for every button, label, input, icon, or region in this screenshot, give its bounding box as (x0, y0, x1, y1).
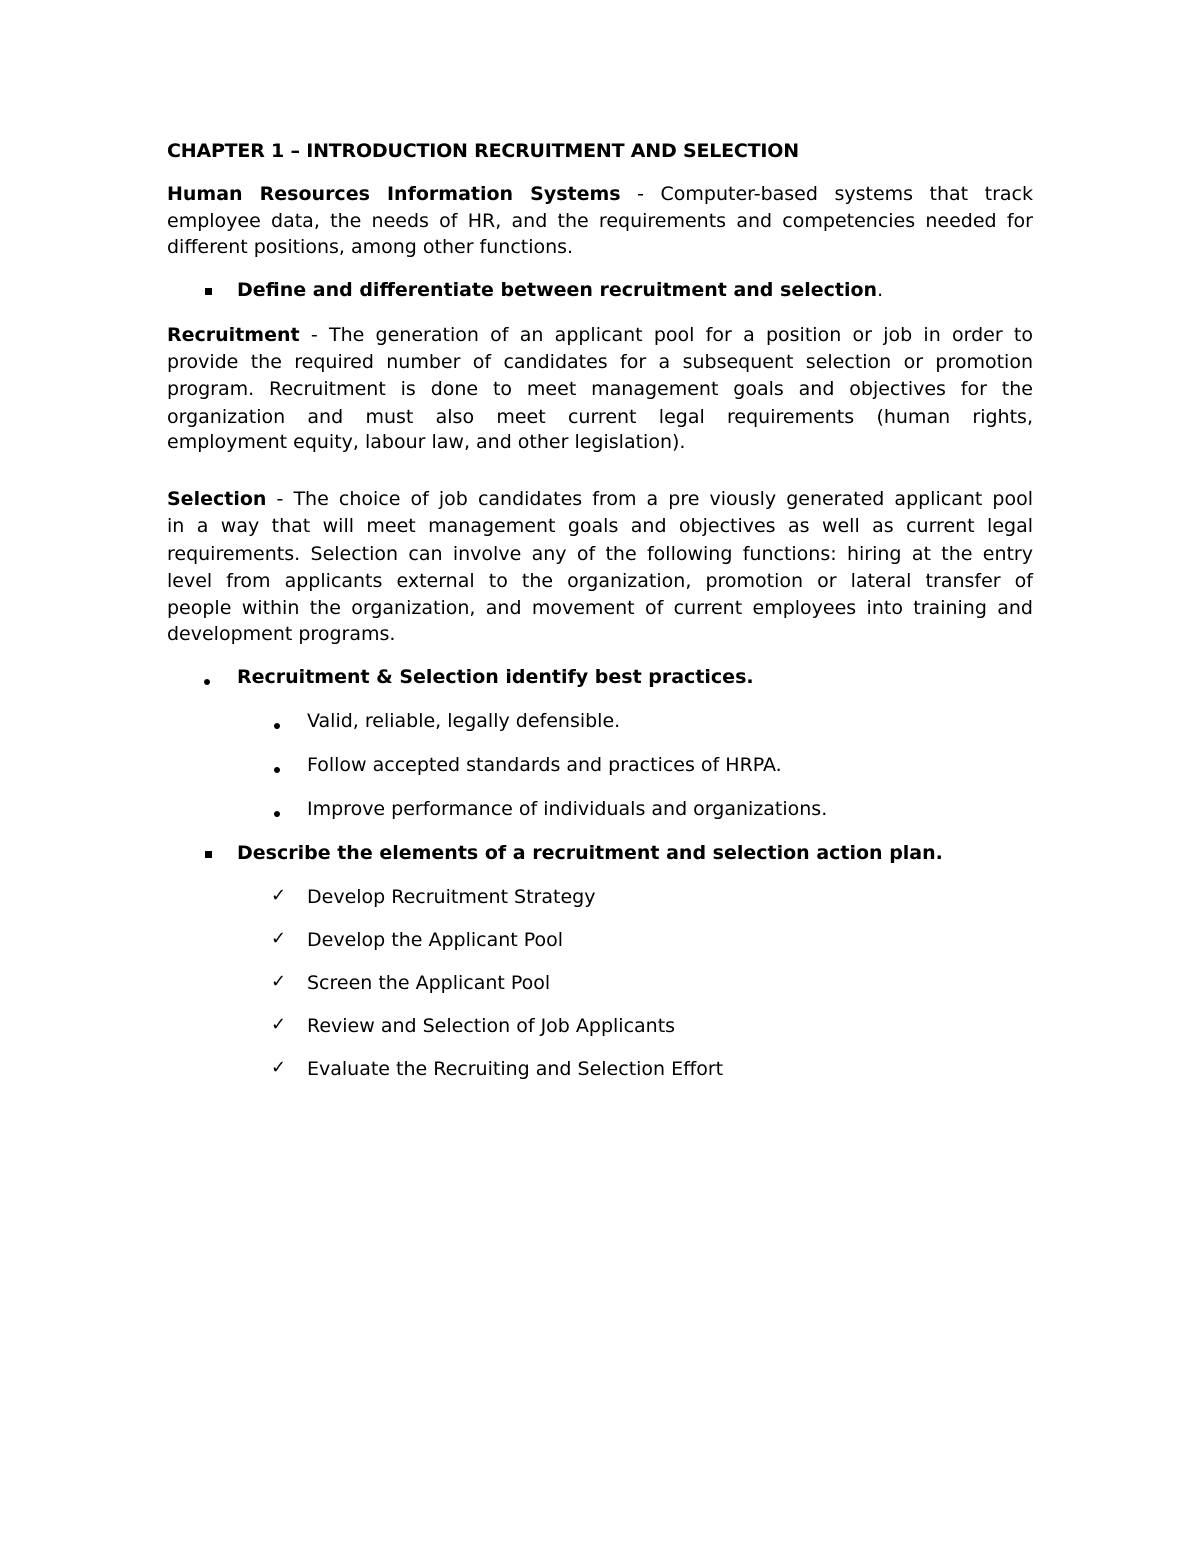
recruitment-term: Recruitment (167, 324, 300, 346)
hris-line-1 (167, 181, 1033, 208)
checkmark-icon: ✓ (271, 971, 287, 992)
action-plan-item: Develop Recruitment Strategy (307, 886, 596, 908)
bullet-define (237, 279, 883, 301)
action-plan-item: Develop the Applicant Pool (307, 929, 564, 951)
selection-line-4: level from applicants external to the organization, promotion or lateral transfer of (167, 570, 1033, 592)
selection-line-5: people within the organization, and movement of current employees into training and (167, 597, 1033, 619)
recruitment-line-5: employment equity, labour law, and other legislation). (167, 431, 686, 453)
recruitment-line-3: program. Recruitment is done to meet management goals and objectives for the (167, 378, 1033, 400)
chapter-title: CHAPTER 1 – INTRODUCTION RECRUITMENT AND SELECTION (167, 140, 799, 162)
recruitment-line-4: organization and must also meet current legal requirements (human rights, (167, 406, 1033, 428)
best-practices-heading: Recruitment & Selection identify best practices. (237, 666, 754, 688)
square-bullet-icon (205, 851, 212, 858)
best-practice-item: Valid, reliable, legally defensible. (307, 710, 621, 732)
round-bullet-icon (274, 723, 280, 729)
selection-line-6: development programs. (167, 623, 396, 645)
selection-line-3: requirements. Selection can involve any of the following functions: hiring at the entry (167, 543, 1033, 565)
hris-term: Human Resources Information Systems (167, 183, 621, 205)
checkmark-icon: ✓ (271, 1014, 287, 1035)
checkmark-icon: ✓ (271, 885, 287, 906)
action-plan-item: Review and Selection of Job Applicants (307, 1015, 676, 1037)
selection-text: - The choice of job candidates from a pre viously generated applicant pool (266, 488, 1033, 510)
hris-line-2: employee data, the needs of HR, and the requirements and competencies needed for (167, 210, 1033, 232)
square-bullet-icon (205, 288, 212, 295)
hris-text: - Computer-based systems that track (620, 183, 1033, 205)
hris-line-3: different positions, among other functions. (167, 236, 574, 258)
bullet-define-text: Define and differentiate between recruitment and selection (237, 279, 878, 301)
selection-line-1 (167, 486, 1033, 513)
action-plan-item: Screen the Applicant Pool (307, 972, 551, 994)
selection-line-2: in a way that will meet management goals and objectives as well as current legal (167, 515, 1033, 537)
action-plan-item: Evaluate the Recruiting and Selection Effort (307, 1058, 724, 1080)
bullet-define-suffix: . (877, 279, 884, 301)
best-practice-item: Improve performance of individuals and organizations. (307, 798, 828, 820)
round-bullet-icon (274, 767, 280, 773)
round-bullet-icon (274, 811, 280, 817)
selection-term: Selection (167, 488, 267, 510)
recruitment-line-1 (167, 322, 1033, 349)
best-practice-item: Follow accepted standards and practices of HRPA. (307, 754, 782, 776)
checkmark-icon: ✓ (271, 928, 287, 949)
checkmark-icon: ✓ (271, 1057, 287, 1078)
recruitment-line-2: provide the required number of candidates for a subsequent selection or promotion (167, 351, 1033, 373)
action-plan-heading: Describe the elements of a recruitment and selection action plan. (237, 842, 943, 864)
round-bullet-icon (204, 679, 210, 685)
recruitment-text: - The generation of an applicant pool for a position or job in order to (299, 324, 1033, 346)
